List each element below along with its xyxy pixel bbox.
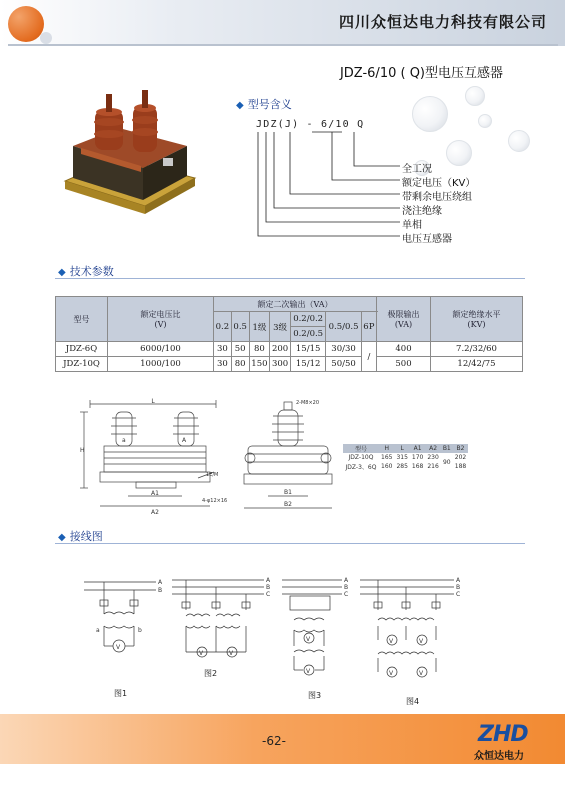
meaning-item: 单相	[402, 220, 422, 231]
decorative-bubble	[478, 114, 492, 128]
table-row	[343, 444, 468, 453]
table-cell: 7.2/32/60	[431, 342, 523, 357]
voltmeter-icon: V	[306, 636, 311, 643]
meaning-item: 额定电压（KV）	[402, 178, 476, 189]
sub-header: 0.2/0.2	[290, 312, 325, 327]
dim-label-B2: B2	[284, 501, 292, 508]
diamond-bullet-icon: ◆	[236, 100, 244, 111]
table-cell: /	[361, 342, 376, 372]
dim-header: H	[379, 444, 394, 453]
decorative-bubble	[508, 130, 530, 152]
voltmeter-icon: V	[419, 638, 424, 645]
product-photo	[55, 86, 205, 221]
page-number: -62-	[262, 734, 286, 748]
table-cell: 50	[231, 342, 249, 357]
table-cell: 12/42/75	[431, 357, 523, 372]
dim-label-B1: B1	[284, 489, 292, 496]
tech-params-table	[55, 296, 523, 372]
meaning-item: 浇注绝缘	[402, 206, 442, 217]
dim-label-A1: A1	[151, 490, 159, 497]
table-cell: 30	[214, 357, 232, 372]
voltmeter-icon: V	[116, 644, 121, 651]
terminal-label-A: A	[182, 437, 187, 444]
hole-spec: 4-φ12×16	[202, 498, 228, 504]
table-cell: 50/50	[326, 357, 361, 372]
company-name: 四川众恒达电力科技有限公司	[338, 13, 547, 31]
dimension-table	[343, 444, 468, 471]
table-cell: JDZ-6Q	[56, 342, 108, 357]
table-cell: 6000/100	[108, 342, 214, 357]
decorative-bubble	[465, 86, 485, 106]
table-cell: 150	[249, 357, 270, 372]
terminal-label-b: b	[138, 627, 142, 634]
table-cell: 15/15	[290, 342, 325, 357]
bus-label-C: C	[266, 591, 271, 598]
voltmeter-icon: V	[389, 670, 394, 677]
table-row	[56, 357, 523, 372]
col-header-ratio: 额定电压比 (V)	[108, 297, 214, 342]
dim-header: 型号	[343, 444, 379, 453]
table-row	[56, 342, 523, 357]
section-divider	[55, 543, 525, 544]
bus-label-B: B	[266, 584, 271, 591]
dim-header: B2	[453, 444, 468, 453]
header-decoration-dot	[40, 32, 52, 44]
table-cell: 315	[396, 454, 408, 461]
table-cell: 300	[270, 357, 291, 372]
bus-label-B: B	[456, 584, 461, 591]
table-cell: 80	[249, 342, 270, 357]
voltmeter-icon: V	[419, 670, 424, 677]
table-cell: 1000/100	[108, 357, 214, 372]
dim-header: B1	[442, 445, 451, 452]
table-cell: 188	[454, 463, 467, 470]
dim-label-A2: A2	[151, 509, 159, 516]
model-code: JDZ(J) - 6/10 Q	[256, 119, 365, 130]
table-cell: 165	[381, 454, 393, 461]
sub-header: 0.5/0.5	[326, 312, 361, 342]
table-cell: JDZ-10Q	[56, 357, 108, 372]
table-cell: 15/12	[290, 357, 325, 372]
bus-label-B: B	[344, 584, 349, 591]
terminal-label-a: a	[122, 437, 126, 444]
table-cell: 216	[427, 463, 439, 470]
table-cell: 90	[442, 458, 451, 466]
bus-label-A: A	[266, 577, 271, 584]
header-divider	[8, 44, 558, 46]
voltmeter-icon: V	[199, 650, 204, 657]
dim-label-H: H	[80, 447, 85, 454]
wiring-diagram-2	[172, 574, 282, 674]
table-cell: 200	[270, 342, 291, 357]
bus-label-A: A	[158, 579, 163, 586]
meaning-item: 全工况	[402, 164, 432, 175]
side-view-drawing	[238, 396, 338, 516]
meaning-item: 电压互感器	[402, 234, 452, 245]
figure-label: 图3	[308, 691, 322, 700]
col-header-limit: 极限输出 (VA)	[377, 297, 431, 342]
tech-params-heading: ◆ 技术参数	[58, 265, 114, 278]
table-cell: 230	[427, 454, 439, 461]
decorative-bubble	[412, 96, 448, 132]
voltmeter-icon: V	[389, 638, 394, 645]
table-cell: 202	[454, 454, 467, 461]
table-row	[343, 453, 468, 462]
sub-header: 0.5	[231, 312, 249, 342]
model-meaning-heading: ◆ 型号含义	[236, 98, 292, 111]
meaning-item: 带剩余电压绕组	[402, 192, 472, 203]
section-divider	[55, 278, 525, 279]
terminal-label-a: a	[96, 627, 100, 634]
table-cell: 285	[396, 463, 408, 470]
dim-header: A1	[410, 444, 425, 453]
sub-header: 3级	[270, 312, 291, 342]
dim-header: A2	[425, 444, 440, 453]
table-cell: 160	[381, 463, 393, 470]
bus-label-B: B	[158, 587, 163, 594]
table-cell: 168	[411, 463, 424, 470]
model-meaning-bracket-lines	[250, 130, 410, 246]
wiring-diagram-4	[360, 574, 470, 692]
table-cell: 30/30	[326, 342, 361, 357]
col-header-insulation: 额定绝缘水平 (KV)	[431, 297, 523, 342]
ground-label: 1E/M	[206, 472, 219, 478]
brand-logo: ZHD	[478, 722, 528, 747]
header-decoration-circle	[8, 6, 44, 42]
dim-header: L	[394, 444, 409, 453]
figure-label: 图1	[114, 689, 128, 698]
wiring-diagram-3	[282, 574, 354, 684]
table-cell: JDZ-10Q	[348, 454, 374, 461]
decorative-bubble	[446, 140, 472, 166]
bus-label-C: C	[456, 591, 461, 598]
diamond-bullet-icon: ◆	[58, 267, 66, 278]
table-cell: 80	[231, 357, 249, 372]
voltmeter-icon: V	[306, 668, 311, 675]
brand-name: 众恒达电力	[474, 751, 524, 762]
bolt-spec: 2-M8×20	[296, 400, 320, 406]
bus-label-A: A	[344, 577, 349, 584]
wiring-heading: ◆ 接线图	[58, 530, 103, 543]
product-title: JDZ-6/10 ( Q)型电压互感器	[339, 66, 503, 81]
table-cell: 170	[411, 454, 424, 461]
sub-header: 0.2	[214, 312, 232, 342]
col-header-output: 额定二次输出（VA）	[214, 297, 377, 312]
front-view-drawing	[78, 396, 228, 516]
table-cell: 30	[214, 342, 232, 357]
col-header-model: 型号	[56, 297, 108, 342]
figure-label: 图4	[406, 697, 420, 706]
table-cell: 400	[377, 342, 431, 357]
table-cell: 500	[377, 357, 431, 372]
dim-label-L: L	[151, 398, 155, 405]
figure-label: 图2	[204, 669, 218, 678]
sub-header: 1级	[249, 312, 270, 342]
diamond-bullet-icon: ◆	[58, 532, 66, 543]
bus-label-A: A	[456, 577, 461, 584]
sub-header: 6P	[361, 312, 376, 342]
table-cell: JDZ-3、6Q	[345, 464, 377, 471]
bus-label-C: C	[344, 591, 349, 598]
sub-header: 0.2/0.5	[290, 327, 325, 342]
voltmeter-icon: V	[229, 650, 234, 657]
wiring-diagram-1	[84, 574, 166, 674]
